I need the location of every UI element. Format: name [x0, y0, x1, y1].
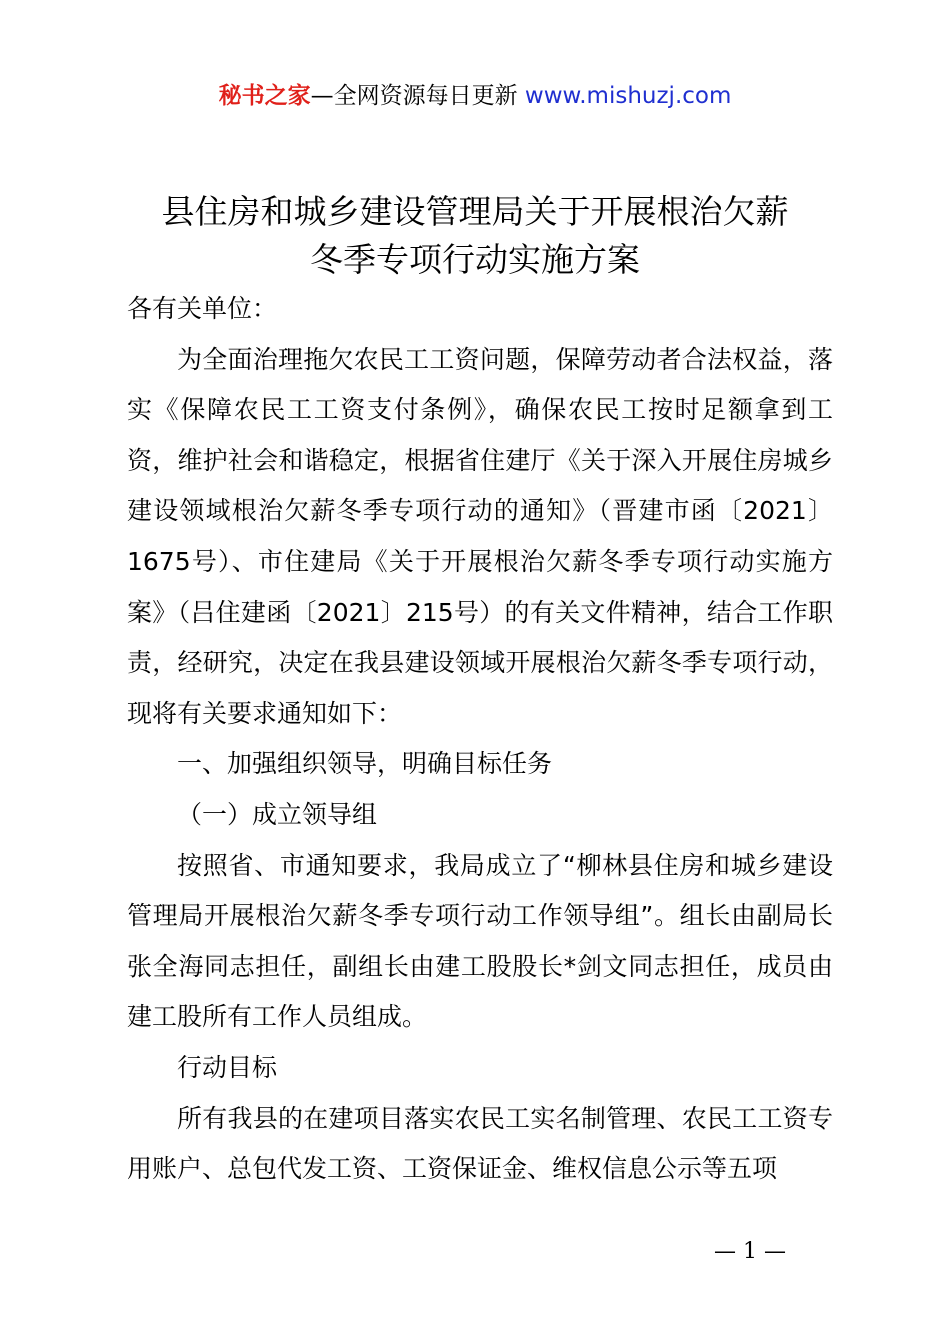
site-url-link[interactable]: www.mishuzj.com	[524, 83, 732, 109]
subsection-heading: （一）成立领导组	[177, 799, 378, 829]
brand-name: 秘书之家	[218, 83, 311, 109]
subsection-heading: 行动目标	[177, 1052, 278, 1082]
title-line-2: 冬季专项行动实施方案	[310, 240, 640, 279]
section-heading: 一、加强组织领导，明确目标任务	[177, 749, 553, 779]
intro-paragraph: 为全面治理拖欠农民工工资问题，保障劳动者合法权益，落实《保障农民工工资支付条例》，确保农民工按时足额拿到工资，维护社会和谐稳定，根据省住建厅《关于深入开展住房城乡建设领域根治欠薪冬季专项行动的通知》（晋建市函〔2021〕1675号）、市住建局《关于开展根治欠薪冬季专项行动实施方案》（吕住建函〔2021〕215号）的有关文件精神，结合工作职责，经研究，决定在我县建设领域开展根治欠薪冬季专项行动，现将有关要求通知如下：	[127, 344, 833, 728]
title-line-1: 县住房和城乡建设管理局关于开展根治欠薪	[161, 192, 789, 231]
site-header	[0, 80, 950, 112]
page-number: — 1 —	[714, 1239, 786, 1264]
body-paragraph: 按照省、市通知要求，我局成立了“柳林县住房和城乡建设管理局开展根治欠薪冬季专项行动工作领导组”。组长由副局长张全海同志担任，副组长由建工股股长*剑文同志担任，成员由建工股所有工作人员组成。	[127, 850, 833, 1032]
salutation: 各有关单位：	[127, 294, 278, 323]
header-tagline: —全网资源每日更新	[310, 83, 518, 109]
document-title	[0, 188, 950, 284]
body-paragraph: 所有我县的在建项目落实农民工实名制管理、农民工工资专用账户、总包代发工资、工资保证金、维权信息公示等五项	[127, 1103, 833, 1184]
document-body	[127, 284, 833, 1195]
